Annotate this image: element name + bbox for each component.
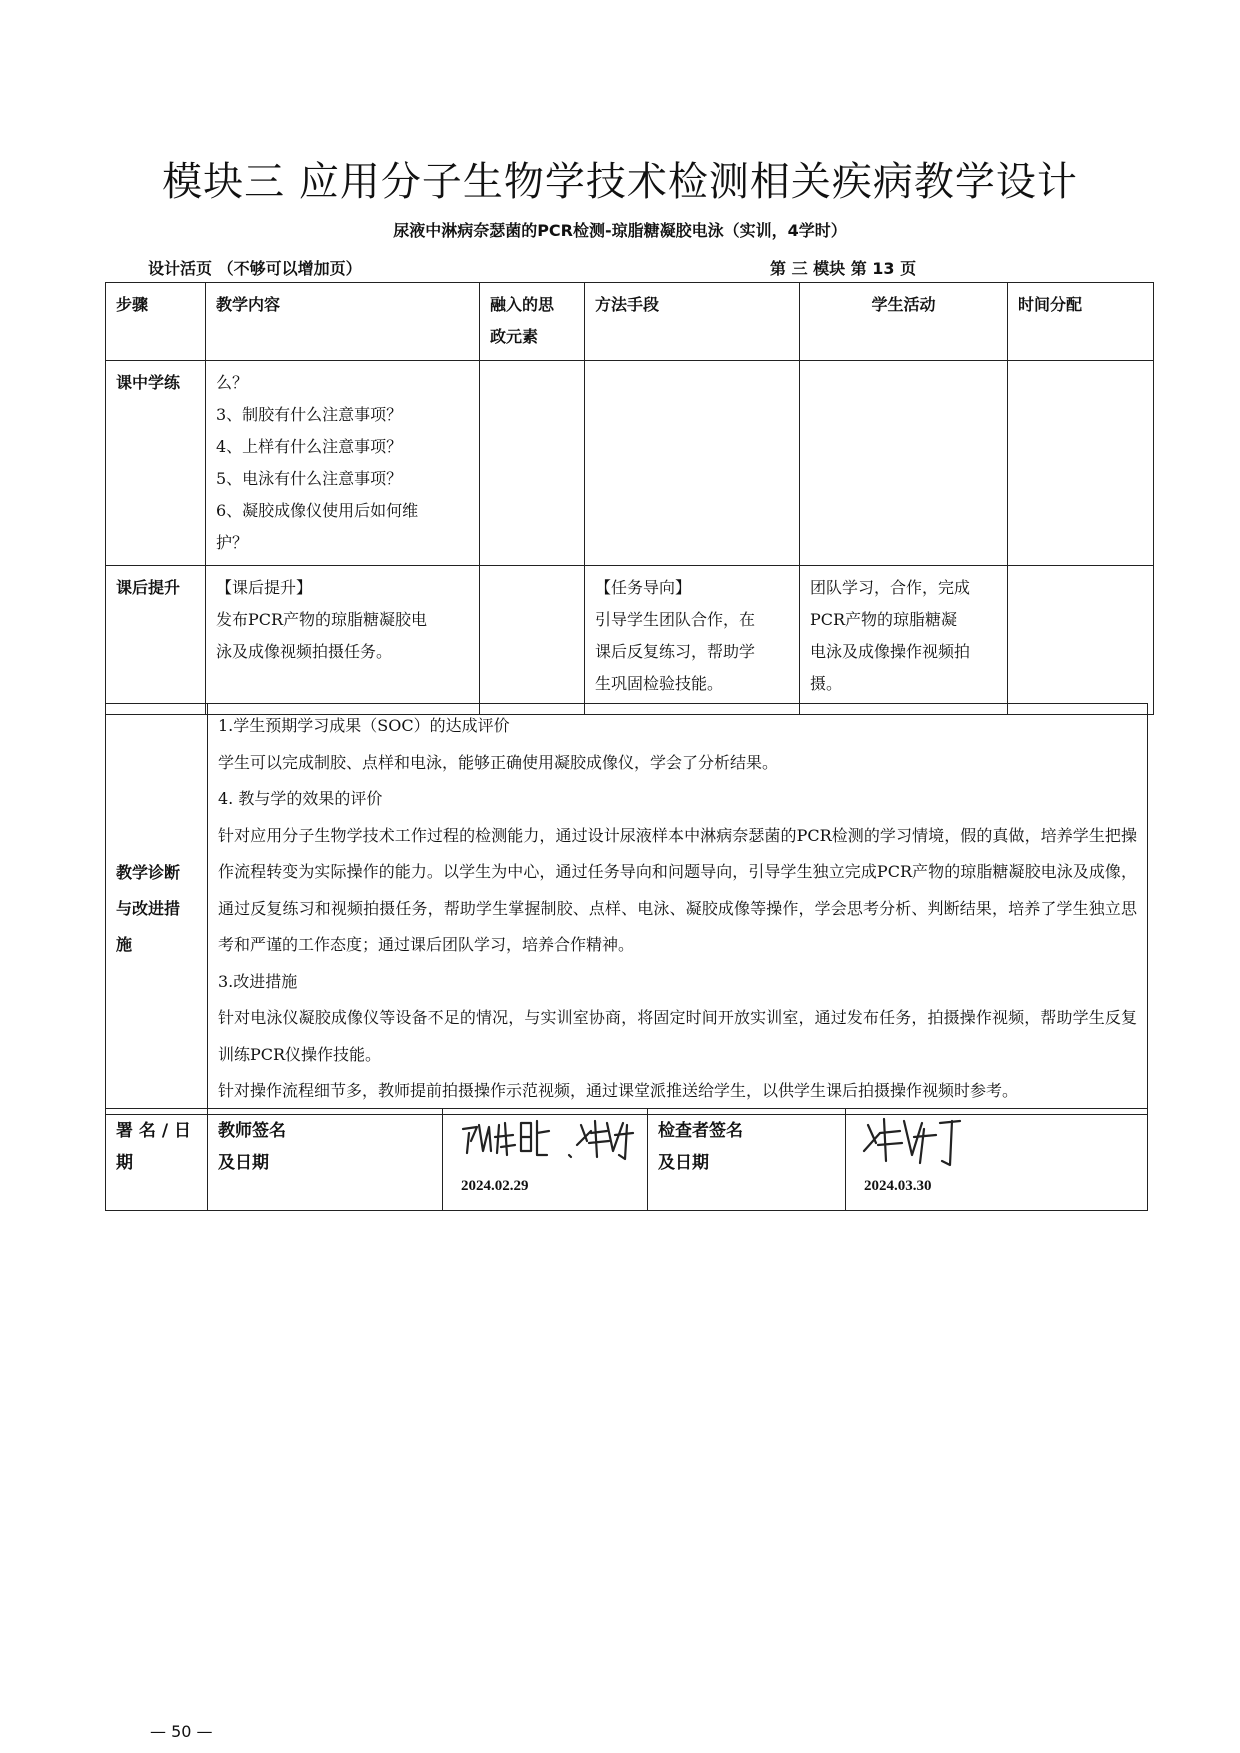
page-subtitle: 尿液中淋病奈瑟菌的PCR检测-琼脂糖凝胶电泳（实训，4学时） [393,221,847,240]
teacher-label-line: 教师签名 [218,1121,286,1141]
header-ideology-line2: 政元素 [490,327,539,346]
method-line: 【任务导向】 [595,578,692,597]
content-after-class [206,566,480,715]
teacher-label-line: 及日期 [218,1153,269,1173]
diagnosis-label-line: 教学诊断 [116,862,181,882]
checker-sign-date: 2024.03.30 [864,1178,932,1194]
activity-line: 团队学习，合作，完成 [810,578,971,597]
signature-row [106,1109,1148,1211]
step-after-class: 课后提升 [106,566,206,715]
method-line: 生巩固检验技能。 [595,674,724,693]
signature-label-line: 署 名 / 日 [116,1121,191,1141]
teacher-sign-date: 2024.02.29 [461,1178,529,1194]
ideology-after-class [480,566,585,715]
diagnosis-label-line: 施 [116,934,133,954]
header-step: 步骤 [106,283,206,361]
content-line: 3、制胶有什么注意事项？ [216,405,403,424]
diagnosis-paragraph: 针对操作流程细节多，教师提前拍摄操作示范视频，通过课堂派推送给学生，以供学生课后拍摄操作视频时参考。 [218,1081,1019,1100]
diagnosis-label [106,704,208,1115]
signature-table [105,1108,1148,1211]
diagnosis-row [106,704,1148,1115]
teacher-signature-label [208,1109,443,1211]
diagnosis-heading-effect: 4. 教与学的效果的评价 [218,789,383,808]
content-line: 6、凝胶成像仪使用后如何维 [216,501,419,520]
diagnosis-heading-soc: 1.学生预期学习成果（SOC）的达成评价 [218,716,510,735]
header-ideology-line1: 融入的思 [490,295,555,314]
content-line: 5、电泳有什么注意事项？ [216,469,403,488]
diagnosis-heading-improve: 3.改进措施 [218,971,298,991]
activity-after-class [800,566,1008,715]
table-row-in-class [106,361,1154,566]
method-after-class [585,566,800,715]
diagnosis-paragraph: 针对电泳仪凝胶成像仪等设备不足的情况，与实训室协商，将固定时间开放实训室，通过发布任务，拍摄操作视频，帮助学生反复训练PCR仪操作技能。 [218,1008,1137,1064]
time-after-class [1008,566,1154,715]
diagnosis-paragraph: 学生可以完成制胶、点样和电泳，能够正确使用凝胶成像仪，学会了分析结果。 [218,752,779,772]
content-line: 发布PCR产物的琼脂糖凝胶电 [216,610,428,629]
content-line: 【课后提升】 [216,578,313,597]
checker-signature-label [648,1109,846,1211]
content-line: 4、上样有什么注意事项？ [216,437,403,456]
header-content: 教学内容 [206,283,480,361]
table-header-row [106,283,1154,361]
signature-label [106,1109,208,1211]
ideology-in-class [480,361,585,566]
page-number: — 50 — [150,1722,213,1741]
teacher-signature-cell [443,1109,648,1211]
teacher-handwritten-signature [457,1111,637,1173]
time-in-class [1008,361,1154,566]
signature-label-line: 期 [116,1153,133,1173]
method-in-class [585,361,800,566]
checker-signature-cell [846,1109,1148,1211]
header-activity: 学生活动 [800,283,1008,361]
step-in-class: 课中学练 [106,361,206,566]
activity-line: PCR产物的琼脂糖凝 [810,610,958,629]
method-line: 引导学生团队合作，在 [595,610,756,629]
table-row-after-class [106,566,1154,715]
header-ideology [480,283,585,361]
activity-in-class [800,361,1008,566]
module-page-indicator: 第 三 模块 第 13 页 [770,259,917,278]
content-line: 么？ [216,373,249,392]
page-title: 模块三 应用分子生物学技术检测相关疾病教学设计 [162,159,1078,205]
activity-line: 电泳及成像操作视频拍 [810,642,971,661]
checker-label-line: 检查者签名 [658,1121,743,1141]
diagnosis-content [208,704,1148,1115]
method-line: 课后反复练习，帮助学 [595,642,756,661]
diagnosis-label-line: 与改进措 [116,898,181,918]
diagnosis-table [105,703,1148,1115]
checker-handwritten-signature [860,1111,970,1173]
header-time: 时间分配 [1008,283,1154,361]
activity-line: 摄。 [810,674,843,693]
header-method: 方法手段 [585,283,800,361]
diagnosis-paragraph: 针对应用分子生物学技术工作过程的检测能力，通过设计尿液样本中淋病奈瑟菌的PCR检测的学习情境，假的真做，培养学生把操作流程转变为实际操作的能力。以学生为中心，通过任务导向和问题导向，引导学生独立完成PCR产物的琼脂糖凝胶电泳及成像，通过反复练习和视频拍摄任务，帮助学生掌握制胶、点样、电泳、凝胶成像等操作，学会思考分析、判断结果，培养了学生独立思考和严谨的工作态度；通过课后团队学习，培养合作精神。 [218,825,1137,954]
content-in-class [206,361,480,566]
teaching-plan-table [105,282,1154,715]
checker-label-line: 及日期 [658,1153,709,1173]
content-line: 泳及成像视频拍摄任务。 [216,642,393,661]
design-sheet-note: 设计活页 （不够可以增加页） [148,259,362,278]
content-line: 护？ [216,533,249,552]
